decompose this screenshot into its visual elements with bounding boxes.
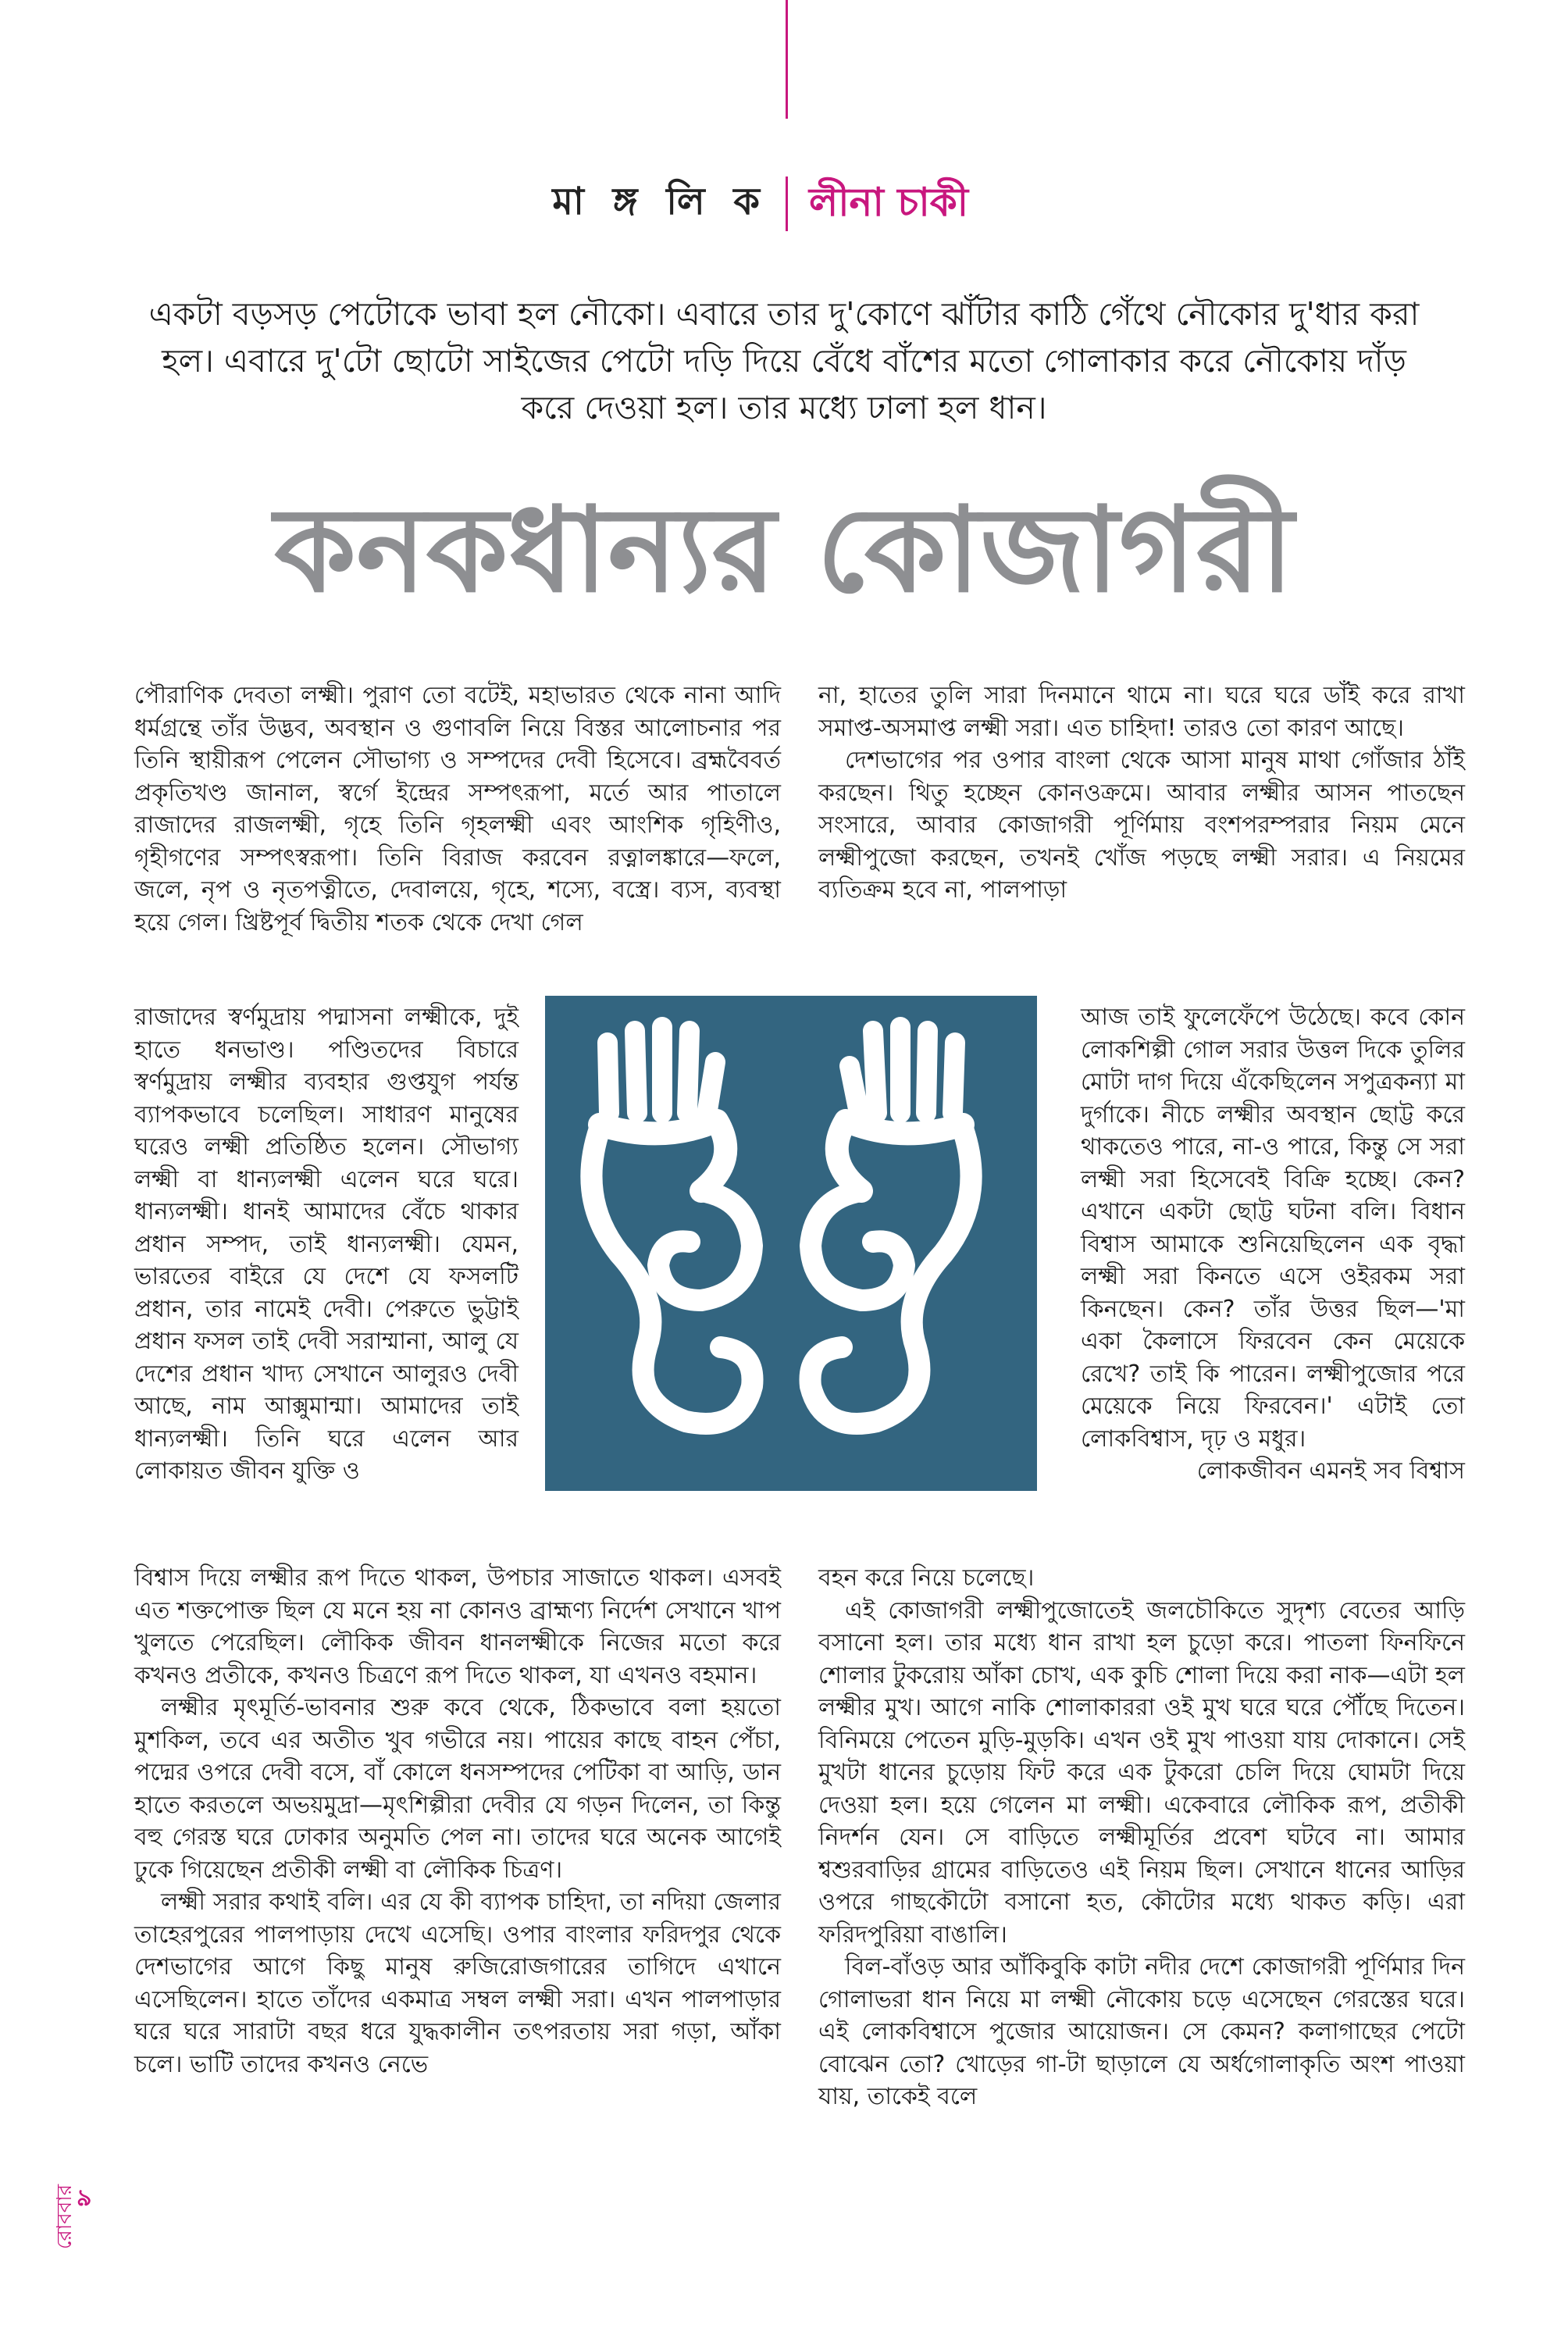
header-divider: [786, 177, 788, 231]
paragraph: না, হাতের তুলি সারা দিনমানে থামে না। ঘরে ঘরে ডাঁই করে রাখা সমাপ্ত-অসমাপ্ত লক্ষ্মী সরা। এত চাহিদা! তারও তো কারণ আছে।: [818, 682, 1465, 742]
paragraph: আজ তাই ফুলেফেঁপে উঠেছে। কবে কোন লোকশিল্পী গোল সরার উত্তল দিকে তুলির মোটা দাগ দিয়ে এঁকেছিলেন সপুত্রকন্যা মা দুর্গাকে। নীচে লক্ষ্মীর অবস্থান ছোট্ট করে থাকতেও পারে, না-ও পারে, কিন্তু সে সরা লক্ষ্মী সরা হিসেবেই বিক্রি হচ্ছে। কেন? এখানে একটা ছোট্ট ঘটনা বলি। বিধান বিশ্বাস আমাকে শুনিয়েছিলেন এক বৃদ্ধা লক্ষ্মী সরা কিনতে এসে ওইরকম সরা কিনছেন। কেন? তাঁর উত্তর ছিল—'মা একা কৈলাসে ফিরবেন কেন মেয়েকে রেখে? তাই কি পারেন। লক্ষ্মীপুজোর পরে মেয়েকে নিয়ে ফিরবেন।' এটাই তো লোকবিশ্বাস, দৃঢ় ও মধুর।: [1081, 1004, 1465, 1453]
page-number: ৯: [77, 2184, 92, 2212]
right-column-middle: [1081, 1001, 1465, 1488]
right-footprint: [811, 1027, 971, 1424]
paragraph: দেশভাগের পর ওপার বাংলা থেকে আসা মানুষ মাথা গোঁজার ঠাঁই করছেন। থিতু হচ্ছেন কোনওক্রমে। আবার লক্ষ্মীর আসন পাতছেন সংসারে, আবার কোজাগরী পূর্ণিমায় বংশপরম্পরার নিয়ম মেনে লক্ষ্মীপুজো করছেন, তখনই খোঁজ পড়ছে লক্ষ্মী সরার। এ নিয়মের ব্যতিক্রম হবে না, পালপাড়া: [818, 747, 1465, 904]
right-column-top: [818, 679, 1465, 907]
top-divider-line: [786, 0, 788, 119]
paragraph: বিল-বাঁওড় আর আঁকিবুকি কাটা নদীর দেশে কোজাগরী পূর্ণিমার দিন গোলাভরা ধান নিয়ে মা লক্ষ্মী নৌকোয় চড়ে এসেছেন গেরস্তের ঘরে। এই লোকবিশ্বাসে পুজোর আয়োজন। সে কেমন? কলাগাছের পেটো বোঝেন তো? খোড়ের গা-টা ছাড়ালে যে অর্ধগোলাকৃতি অংশ পাওয়া যায়, তাকেই বলে: [818, 1953, 1465, 2110]
left-column-middle: [134, 1001, 519, 1488]
article-title: কনকধান্যর কোজাগরী: [274, 483, 1294, 619]
article-header: [0, 173, 1568, 236]
paragraph: পৌরাণিক দেবতা লক্ষ্মী। পুরাণ তো বটেই, মহাভারত থেকে নানা আদি ধর্মগ্রন্থে তাঁর উদ্ভব, অবস্থান ও গুণাবলি নিয়ে বিস্তর আলোচনার পর তিনি স্থায়ীরূপ পেলেন সৌভাগ্য ও সম্পদের দেবী হিসেবে। ব্রহ্মবৈবর্ত প্রকৃতিখণ্ড জানাল, স্বর্গে ইন্দ্রের সম্পৎরূপা, মর্তে আর পাতালে রাজাদের রাজলক্ষ্মী, গৃহে তিনি গৃহলক্ষ্মী এবং আংশিক গৃহিণীও, গৃহীগণের সম্পৎস্বরূপা। তিনি বিরাজ করবেন রত্নালঙ্কারে—ফলে, জলে, নৃপ ও নৃতপত্নীতে, দেবালয়ে, গৃহে, শস্যে, বস্ত্রে। ব্যস, ব্যবস্থা হয়ে গেল। খ্রিষ্টপূর্ব দ্বিতীয় শতক থেকে দেখা গেল: [134, 682, 781, 936]
left-column-bottom: [134, 1562, 781, 2081]
intro-paragraph: একটা বড়সড় পেটোকে ভাবা হল নৌকো। এবারে তার দু'কোণে ঝাঁটার কাঠি গেঁথে নৌকোর দু'ধার করা হল। এবারে দু'টো ছোটো সাইজের পেটো দড়ি দিয়ে বেঁধে বাঁশের মতো গোলাকার করে নৌকোয় দাঁড় করে দেওয়া হল। তার মধ্যে ঢালা হল ধান।: [148, 295, 1420, 426]
section-label: মা ঙ্গ লি ক: [552, 180, 768, 223]
left-column-top: [134, 679, 781, 939]
paragraph: লক্ষ্মী সরার কথাই বলি। এর যে কী ব্যাপক চাহিদা, তা নদিয়া জেলার তাহেরপুরের পালপাড়ায় দেখে এসেছি। ওপার বাংলার ফরিদপুর থেকে দেশভাগের আগে কিছু মানুষ রুজিরোজগারের তাগিদে এখানে এসেছিলেন। হাতে তাঁদের একমাত্র সম্বল লক্ষ্মী সরা। এখন পালপাড়ার ঘরে ঘরে সারাটা বছর ধরে যুদ্ধকালীন তৎপরতায় সরা গড়া, আঁকা চলে। ভাটি তাদের কখনও নেভে: [134, 1888, 781, 2078]
paragraph: লোকজীবন এমনই সব বিশ্বাস: [1196, 1457, 1465, 1485]
paragraph: বিশ্বাস দিয়ে লক্ষ্মীর রূপ দিতে থাকল, উপচার সাজাতে থাকল। এসবই এত শক্তপোক্ত ছিল যে মনে হয় না কোনও ব্রাহ্মণ্য নির্দেশ সেখানে খাপ খুলতে পেরেছিল। লৌকিক জীবন ধানলক্ষ্মীকে নিজের মতো করে কখনও প্রতীকে, কখনও চিত্রণে রূপ দিতে থাকল, যা এখনও বহমান।: [134, 1564, 781, 1689]
lakshmi-footprints-artwork: [545, 996, 1037, 1491]
magazine-name: রোববার: [53, 2184, 77, 2249]
right-column-bottom: [818, 1562, 1465, 2113]
footprints-alpana-icon: [545, 996, 1037, 1491]
paragraph: রাজাদের স্বর্ণমুদ্রায় পদ্মাসনা লক্ষ্মীকে, দুই হাতে ধনভাণ্ড। পণ্ডিতদের বিচারে স্বর্ণমুদ্রায় লক্ষ্মীর ব্যবহার গুপ্তযুগ পর্যন্ত ব্যাপকভাবে চলেছিল। সাধারণ মানুষের ঘরেও লক্ষ্মী প্রতিষ্ঠিত হলেন। সৌভাগ্য লক্ষ্মী বা ধান্যলক্ষ্মী এলেন ঘরে ঘরে। ধান্যলক্ষ্মী। ধানই আমাদের বেঁচে থাকার প্রধান সম্পদ, তাই ধান্যলক্ষ্মী। যেমন, ভারতের বাইরে যে দেশে যে ফসলটি প্রধান, তার নামেই দেবী। পেরুতে ভুট্টাই প্রধান ফসল তাই দেবী সরাম্মানা, আলু যে দেশের প্রধান খাদ্য সেখানে আলুরও দেবী আছে, নাম আক্সুমান্মা। আমাদের তাই ধান্যলক্ষ্মী। তিনি ঘরে এলেন আর লোকায়ত জীবন যুক্তি ও: [134, 1004, 519, 1485]
left-footprint: [591, 1027, 752, 1424]
author-name: লীনা চাকী: [809, 180, 969, 225]
paragraph: লক্ষ্মীর মৃৎমূর্তি-ভাবনার শুরু কবে থেকে, ঠিকভাবে বলা হয়তো মুশকিল, তবে এর অতীত খুব গভীরে নয়। পায়ের কাছে বাহন পেঁচা, পদ্মের ওপরে দেবী বসে, বাঁ কোলে ধনসম্পদের পেটিকা বা আড়ি, ডান হাতে করতলে অভয়মুদ্রা—মৃৎশিল্পীরা দেবীর যে গড়ন দিলেন, তা কিন্তু বহু গেরস্ত ঘরে ঢোকার অনুমতি পেল না। তাদের ঘরে অনেক আগেই ঢুকে গিয়েছেন প্রতীকী লক্ষ্মী বা লৌকিক চিত্রণ।: [134, 1694, 781, 1884]
paragraph: বহন করে নিয়ে চলেছে।: [818, 1564, 1035, 1592]
paragraph: এই কোজাগরী লক্ষ্মীপুজোতেই জলচৌকিতে সুদৃশ্য বেতের আড়ি বসানো হল। তার মধ্যে ধান রাখা হল চুড়ো করে। পাতলা ফিনফিনে শোলার টুকরোয় আঁকা চোখ, এক কুচি শোলা দিয়ে করা নাক—এটা হল লক্ষ্মীর মুখ। আগে নাকি শোলাকাররা ওই মুখ ঘরে ঘরে পৌঁছে দিতেন। বিনিময়ে পেতেন মুড়ি-মুড়কি। এখন ওই মুখ পাওয়া যায় দোকানে। সেই মুখটা ধানের চুড়োয় ফিট করে এক টুকরো চেলি দিয়ে ঘোমটা দিয়ে দেওয়া হল। হয়ে গেলেন মা লক্ষ্মী। একেবারে লৌকিক রূপ, প্রতীকী নিদর্শন যেন। সে বাড়িতে লক্ষ্মীমূর্তির প্রবেশ ঘটবে না। আমার শ্বশুরবাড়ির গ্রামের বাড়িতেও এই নিয়ম ছিল। সেখানে ধানের আড়ির ওপরে গাছকৌটো বসানো হত, কৌটোর মধ্যে থাকত কড়ি। এরা ফরিদপুরিয়া বাঙালি।: [818, 1596, 1465, 1949]
